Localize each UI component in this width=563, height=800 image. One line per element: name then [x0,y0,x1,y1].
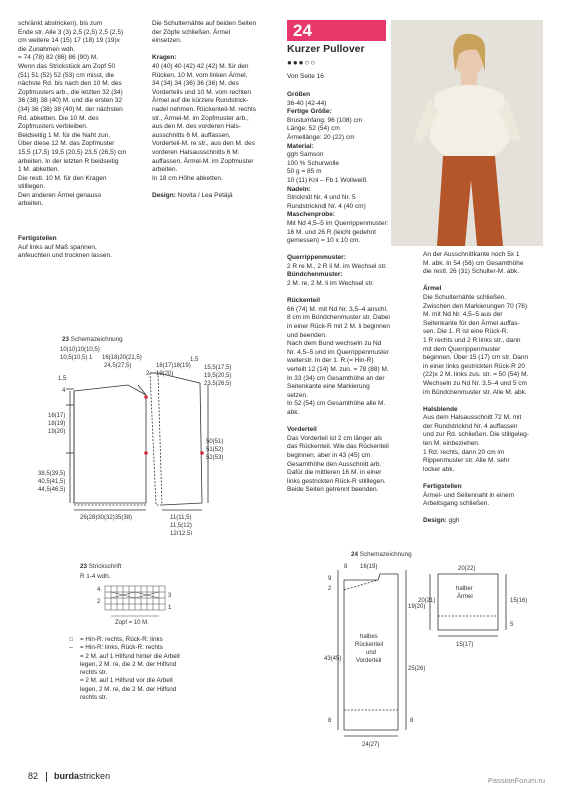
section-line: 16 M. und 26 R (leicht gedehnt [287,228,376,236]
legend-text: legen, 2 M. re, die 2 M. der Hilfsnd [80,685,177,693]
section-heading: Material: [287,142,314,150]
section-line: M. mit Nd Nr. 4,5–5 aus der [423,311,503,319]
collar-line: Vorderteil-M. re str., aus den M. des [152,140,255,148]
section-line: Seitenkante eine Markierung setzen. [287,383,370,399]
section-line: abk. [287,408,300,416]
svg-text:19(20): 19(20) [408,604,426,610]
text-column-1 [18,20,148,209]
diagram-24-schematic [318,560,554,750]
svg-text:halber: halber [456,586,473,592]
svg-text:2: 2 [97,599,101,605]
d23-r15: 1,5 [190,357,199,363]
section-line: mit dem Querrippenmuster [423,345,501,353]
legend-symbol [62,694,80,702]
section-line: 1 Rd. rechts, dann 20 cm im [423,448,505,456]
legend-symbol [62,653,80,661]
section-line: ggh Samson [287,151,324,159]
section-heading: Nadeln: [287,185,311,193]
section-heading: Vorderteil [287,426,317,434]
d23-two: 2 [146,371,150,377]
col1-line: Wenn das Strickstück am Zopf 50 [18,62,116,70]
page-number: 82 [28,771,39,781]
col1-line: Ende str. Alle 3 (3) 2,5 (2,5) 2,5 (2,5) [18,28,124,36]
section-line: weiterstr. In der 1. R (= Hin-R) [287,357,374,365]
col2-intro-line: einsetzen. [152,37,182,45]
section-line: gemessen) = 10 x 10 cm. [287,237,361,245]
section-line: in einer Rück-R mit 2 M. li beginnen [287,323,390,331]
section-line: im Bündchenmuster str. Alle M. abk. [423,388,527,396]
section-line: Rippenmuster str. Alle M. sehr [423,457,510,465]
section-line: die restl. 26 (31) Schulter-M. abk. [423,268,520,276]
section-line: Länge: 52 (54) cm [287,125,340,133]
page-footer [28,771,110,782]
section-line: M. abk. In 54 (56) cm Gesamthöhe [423,259,524,267]
legend-symbol [62,677,80,685]
section-line: In 33 (34) cm Gesamthöhe an der [287,374,385,382]
section-heading: Fertige Größe: [287,108,332,116]
svg-text:3: 3 [168,593,172,599]
col1-line: die Zunahmen wdh. [18,45,76,53]
d23-left-f: 38,5(39,5) [38,471,66,477]
collar-line: auffassen, Ärmel-M. im Zopfmuster [152,157,254,165]
svg-text:15(16): 15(16) [510,598,528,604]
col1-line: Zopfmusters arb., die letzten 32 (34) [18,88,123,96]
text-column-4 [423,251,547,526]
collar-line: aus den M. des vorderen Hals- [152,123,241,131]
stitch-chart-caption: 23 Strickschrift [80,563,122,570]
collar-heading: Kragen: [152,54,177,62]
collar-line: Ärmel auf die kürzere Rundstrick- [152,97,249,105]
legend-symbol: □ [69,636,73,643]
legend-text: = Hin-R: links, Rück-R: rechts [80,644,163,652]
section-line: 100 % Schurwolle [287,159,340,167]
col1-line: cm weitere 14 (15) 17 (18) 19 (19)x [18,37,120,45]
section-heading: Halsblende [423,405,458,413]
section-heading: Rückenteil [287,297,320,305]
section-line: Arbeitsgang schließen. [423,500,490,508]
section-line: der Rundstricknd Nr. 4 auffassen [423,422,518,430]
legend-symbol [62,686,80,694]
d23-rb1: 11(11,5) [170,515,192,521]
col1-line: nächste Rd. bis nach den 10 M. des [18,80,122,88]
design-credit: Design: Novita / Lea Petäjä [152,191,233,199]
svg-text:8: 8 [328,718,332,724]
brand-bold: burda [54,771,80,781]
d23-left-a: 1,5 [58,376,67,382]
d23-bottom: 26(28)30(32)35(38) [80,515,133,521]
svg-text:Vorderteil: Vorderteil [356,658,382,664]
legend-row [62,644,180,652]
section-line: Beide Seiten getrennt beenden. [287,486,379,494]
section-line: 2 R re M., 2 R li M. im Wechsel str. [287,262,387,270]
finishing-heading: Fertigstellen [18,235,57,242]
collar-line: nadel nehmen. Rückenteil-M. rechts [152,105,257,113]
d23-left-d: 18(19) [48,421,66,427]
section-line: 10 (11) Knl – Fb 1 Wollweiß [287,176,367,184]
d23-mid1: 16(17)18(19) [156,363,191,369]
pattern-number: 24 [293,21,312,40]
col1-line: = 74 (78) 82 (86) 86 (90) M. [18,54,99,62]
section-line: sen. Die 1. R ist eine Rück-R. [423,328,509,336]
legend-text: rechts str. [80,694,108,702]
section-line: Nach dem Bund wechseln zu Nd [287,340,382,348]
section-line: Dafür die mittleren 16 M. in einer [287,469,382,477]
brand-rest: stricken [79,771,111,781]
col1-line: Über diese 12 M. das Zopfmuster [18,140,115,148]
svg-text:20(21): 20(21) [418,598,436,604]
finishing-line: anfeuchten und trocknen lassen. [18,252,112,260]
collar-line: 34 (34) 34 (36) 36 (36) M. des [152,80,239,88]
svg-text:Ärmel: Ärmel [457,594,473,600]
section-heading: Maschenprobe: [287,211,336,219]
section-line: locker abk. [423,465,455,473]
col1-line: arbeiten. In der letzten R beidseitig [18,157,119,165]
col1-line: Rd. abketten. Die 10 M. des [18,114,99,122]
section-line: Aus dem Halsausschnitt 72 M. mit [423,414,522,422]
d23-left-h: 44,5(46,5) [38,487,66,493]
d23-top4: 24,5(27,5) [104,363,132,369]
section-line: Ärmel- und Seitennaht in einem [423,491,515,499]
col1-line: Den anderen Ärmel genauso [18,191,102,199]
legend-row [62,686,180,694]
diagram-24-caption: 24 Schemazeichnung [351,551,412,558]
col2-intro-line: Die Schulternähte auf beiden Seiten [152,20,257,27]
d23-r3: 23,5(26,5) [204,381,232,387]
section-line: 66 (74) M. mit Nd Nr. 3,5–4 anschl. [287,305,388,313]
col1-line: stilllegen. [18,183,46,191]
legend-text: rechts str. [80,669,108,677]
pattern-title: Kurzer Pullover [287,43,365,55]
collar-line: Vorderteils und 10 M. vom rechten [152,88,251,96]
svg-text:16(19): 16(19) [360,564,378,570]
col1-line: arbeiten. [18,200,44,208]
svg-text:24(27): 24(27) [362,742,380,748]
text-column-2 [152,20,282,200]
section-line: Die Schulternähte schließen. [423,293,507,301]
section-heading: Ärmel [423,285,442,293]
section-line: das Rückenteil. Wie das Rückenteil [287,443,389,451]
design-credit-2: Design: ggh [423,517,460,525]
legend-text: = 2 M. auf 1 Hilfsnd hinter die Arbeit [80,652,180,660]
d23-r2: 19,5(20,5) [204,373,232,379]
legend-text: = Hin-R: rechts, Rück-R: links [80,636,163,643]
col1-line: 36 (38) 38 (40) M. und die ersten 32 [18,97,123,105]
section-line: links gestrickten Rück-R stilllegen. [287,477,386,485]
legend-row [62,636,180,644]
legend-symbol [62,661,80,669]
section-line: beginnen, aber in 43 (45) cm [287,451,371,459]
section-heading: Fertigstellen [423,483,462,491]
d23-top1: 10(10)10(10,5) [60,347,100,353]
section-line: Ärmellänge: 20 (22) cm [287,133,355,141]
d23-left-e: 19(20) [48,429,66,435]
d23-left-b: 4 [62,388,66,394]
col1-line: Die restl. 10 M. für den Kragen [18,174,107,182]
col1-line: schränkt abstricken), bis zum [18,20,103,27]
col1-line: Zopfmusters verbleiben. [18,123,88,131]
svg-text:9: 9 [328,576,332,582]
zopf-label: Zopf = 10 M. [115,620,149,626]
difficulty-dots: ●●●○○ [287,58,317,67]
col1-line: (51) 51 (52) 52 (53) cm misst, die [18,71,115,79]
finishing-line: Auf links auf Maß spannen, [18,243,97,251]
section-line: Brustumfang: 96 (108) cm [287,116,363,124]
legend-symbol [62,669,80,677]
section-line: Das Vorderteil ist 2 cm länger als [287,434,383,442]
svg-text:Rückenteil: Rückenteil [355,642,384,648]
col1-line: Beidseitig 1 M. für die Naht zun. [18,131,111,139]
collar-line: vorderen Halsausschnitts 6 M. [152,148,240,156]
legend-row [62,694,180,702]
d23-top2: 10,5(10,5) 1 [60,355,93,361]
d23-top3: 16(18)20(21,5) [102,355,142,361]
collar-line: 40 (40) 40 (42) 42 (42) M. für den [152,62,249,70]
section-line: Rundstrickndl Nr. 4 (40 cm) [287,202,366,210]
section-line: (22)x 2 M. links zus. str. = 50 (54) M. [423,371,529,379]
svg-text:4: 4 [97,587,101,593]
legend-text: = 2 M. auf 1 Hilfsnd vor die Arbeit [80,677,173,685]
section-heading: Querrippenmuster: [287,254,346,262]
d23-left-g: 40,5(41,5) [38,479,66,485]
collar-line: arbeiten. [152,166,178,174]
section-line: Zwischen den Markierungen 70 (76) [423,302,528,310]
d23-left-c: 16(17) [48,413,66,419]
text-column-3 [287,91,391,495]
svg-text:20(22): 20(22) [458,566,476,572]
svg-text:8: 8 [344,564,348,570]
section-line: und zur Rd. schließen. Die stillgeleg- [423,431,529,439]
section-line: In 52 (54) cm Gesamthöhe alle M. [287,400,386,408]
col1-line: 15,5 (17,5) 19,5 (20,5) 23,5 (26,5) cm [18,148,127,156]
section-line: ten M. einbeziehen. [423,440,480,448]
diagram-23-schematic [30,345,280,535]
legend-symbol: – [69,644,73,652]
svg-text:25(26): 25(26) [408,666,426,672]
section-heading: Bündchenmuster: [287,271,343,279]
section-line: verteilt 12 (14) M. zun. = 78 (88) M. [287,366,389,373]
col2-intro-line: der Zöpfe schließen. Ärmel [152,28,231,36]
d23-rb3: 12(12,5) [170,531,193,535]
stitch-repeat-label: R 1-4 wdh. [80,573,111,580]
section-heading: Größen [287,91,311,98]
svg-text:1: 1 [168,605,172,611]
svg-text:15(17): 15(17) [456,642,474,648]
d23-r5: 51(52) [206,447,224,453]
section-line: und beenden. [287,331,327,339]
watermark: PassionForum.ru [487,776,545,785]
section-line: beginnen. Über 15 (17) cm str. Dann [423,354,529,362]
legend-row [62,677,180,685]
diagram-23-caption: 23 Schemazeichnung [62,336,123,343]
collar-line: Rücken, 10 M. vom linken Ärmel, [152,71,248,79]
svg-text:5: 5 [510,622,514,628]
collar-line: str., Ärmel-M. im Zopfmuster arb., [152,114,249,122]
section-line: Strickndl Nr. 4 und Nr. 5 [287,194,356,202]
d23-mid2: 19(20) [156,371,174,377]
legend-row [62,653,180,661]
symbol-legend [62,636,180,702]
pattern-source: Von Seite 16 [287,73,324,80]
svg-text:halbes: halbes [360,634,378,640]
svg-text:und: und [366,650,377,656]
section-line: Gesamthöhe den Ausschnitt arb. [287,460,382,468]
section-line: Mit Nd 4,5–5 im Querrippenmuster: [287,219,389,227]
section-line: An der Ausschnittkante noch 5x 1 [423,251,520,258]
section-line: 36-40 (42-44) [287,99,327,107]
text-column-1-finishing [18,235,148,261]
pattern-number-badge [287,20,386,41]
section-line: 2 M. re, 2 M. li im Wechsel str. [287,280,374,288]
col1-line: 1 M. abketten. [18,166,60,174]
d23-r1: 15,5(17,5) [204,365,232,371]
section-line: 8 cm im Bündchenmuster str. Dabei [287,314,390,322]
svg-text:43(45): 43(45) [324,656,342,662]
svg-text:8: 8 [410,718,414,724]
section-line: Nr. 4,5–5 und im Querrippenmuster [287,348,389,356]
stitch-chart [95,580,175,630]
d23-rb2: 11,5(12) [170,523,192,529]
section-line: 1 R rechts und 2 R links str., dann [423,336,521,344]
section-line: 50 g = 85 m [287,168,322,176]
section-line: in einer links gestrickten Rück-R 20 [423,362,525,370]
section-line: Seitenkante für den Ärmel auffas- [423,319,520,327]
col1-line: (34) 36 (38) 38 (40) M. der nächsten [18,105,123,113]
section-line: Wechseln zu Nd Nr. 3,5–4 und 5 cm [423,379,527,387]
collar-line: ausschnitts 6 M. auffassen, [152,131,231,139]
model-photo [391,20,543,246]
legend-row [62,661,180,669]
collar-line: In 18 cm Höhe abketten. [152,174,223,182]
legend-row [62,669,180,677]
d23-r6: 52(53) [206,455,224,461]
legend-text: legen, 2 M. re, die 2 M. der Hilfsnd [80,660,177,668]
svg-text:2: 2 [328,586,332,592]
d23-r4: 50(51) [206,439,224,445]
